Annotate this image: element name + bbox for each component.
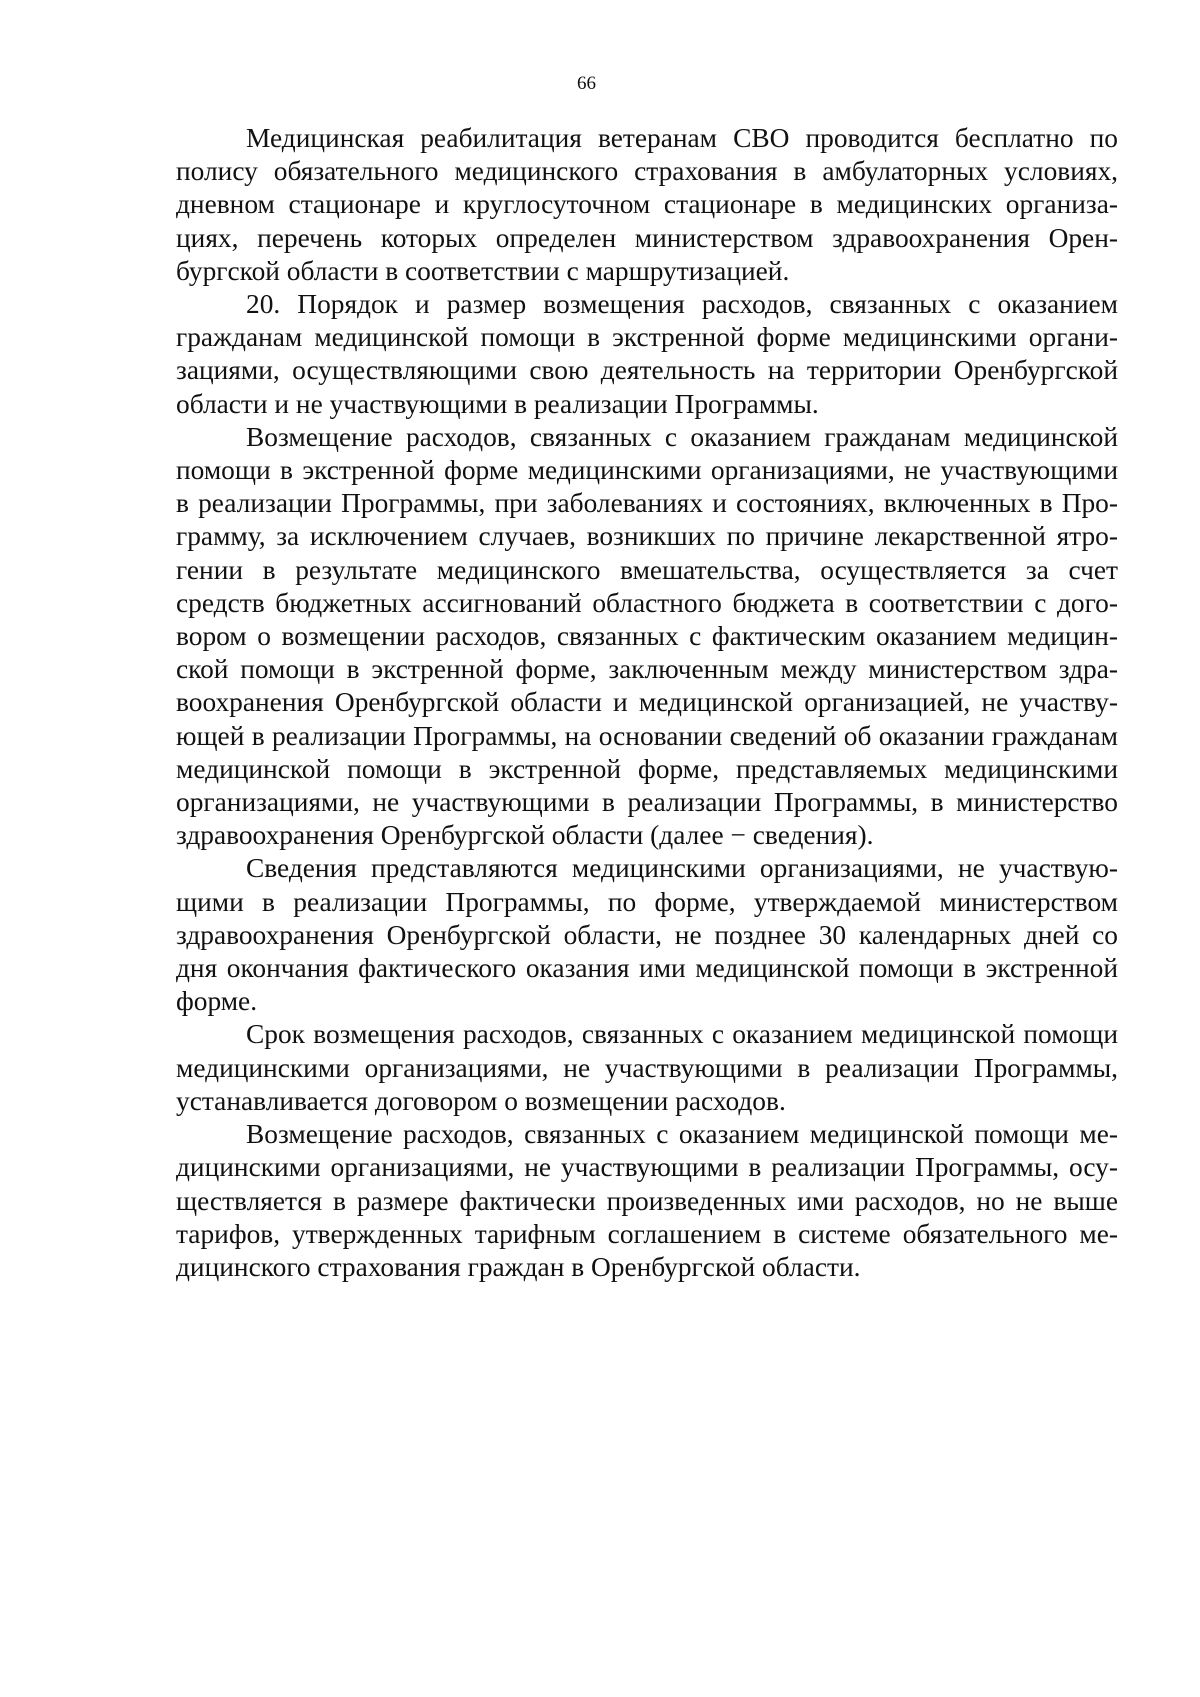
paragraph-reimbursement-amount: Возмещение расходов, связанных с оказанием медицинской помощи медицинскими организациями, не участвующими в реализации Программы, осуществляется в размере фактически произведенных ими расходов, но не выше тарифов, утвержденных тарифным соглашением в системе обязательного медицинского страхования граждан в Оренбургской области. [176,1119,1118,1282]
document-body [176,122,1118,1284]
page-number: 66 [577,73,596,94]
paragraph-section-20-heading: 20. Порядок и размер возмещения расходов, связанных с оказанием гражданам медицинской помощи в экстренной форме медицинскими организациями, осуществляющими свою деятельность на территории Оренбургской области и не участвующими в реализации Программы. [176,289,1118,419]
paragraph-reimbursement-term: Срок возмещения расходов, связанных с оказанием медицинской помощи медицинскими организациями, не участвующими в реализации Программы, устанавливается договором о возмещении расходов. [176,1019,1118,1116]
paragraph-reimbursement-basis: Возмещение расходов, связанных с оказанием гражданам медицинской помощи в экстренной форме медицинскими организациями, не участвующими в реализации Программы, при заболеваниях и состояниях, включенных в Программу, за исключением случаев, возникших по причине лекарственной ятрогении в результате медицинского вмешательства, осуществляется за счет средств бюджетных ассигнований областного бюджета в соответствии с договором о возмещении расходов, связанных с фактическим оказанием медицинской помощи в экстренной форме, заключенным между министерством здравоохранения Оренбургской области и медицинской организацией, не участвующей в реализации Программы, на основании сведений об оказании гражданам медицинской помощи в экстренной форме, представляемых медицинскими организациями, не участвующими в реализации Программы, в министерство здравоохранения Оренбургской области (далее − сведения). [176,421,1118,851]
paragraph-information-submission: Сведения представляются медицинскими организациями, не участвующими в реализации Программы, по форме, утверждаемой министерством здравоохранения Оренбургской области, не позднее 30 календарных дней со дня окончания фактического оказания ими медицинской помощи в экстренной форме. [176,853,1118,1017]
paragraph-rehabilitation: Медицинская реабилитация ветеранам СВО проводится бесплатно по полису обязательного медицинского страхования в амбулаторных условиях, дневном стационаре и круглосуточном стационаре в медицинских организациях, перечень которых определен министерством здравоохранения Оренбургской области в соответствии с маршрутизацией. [176,123,1118,286]
